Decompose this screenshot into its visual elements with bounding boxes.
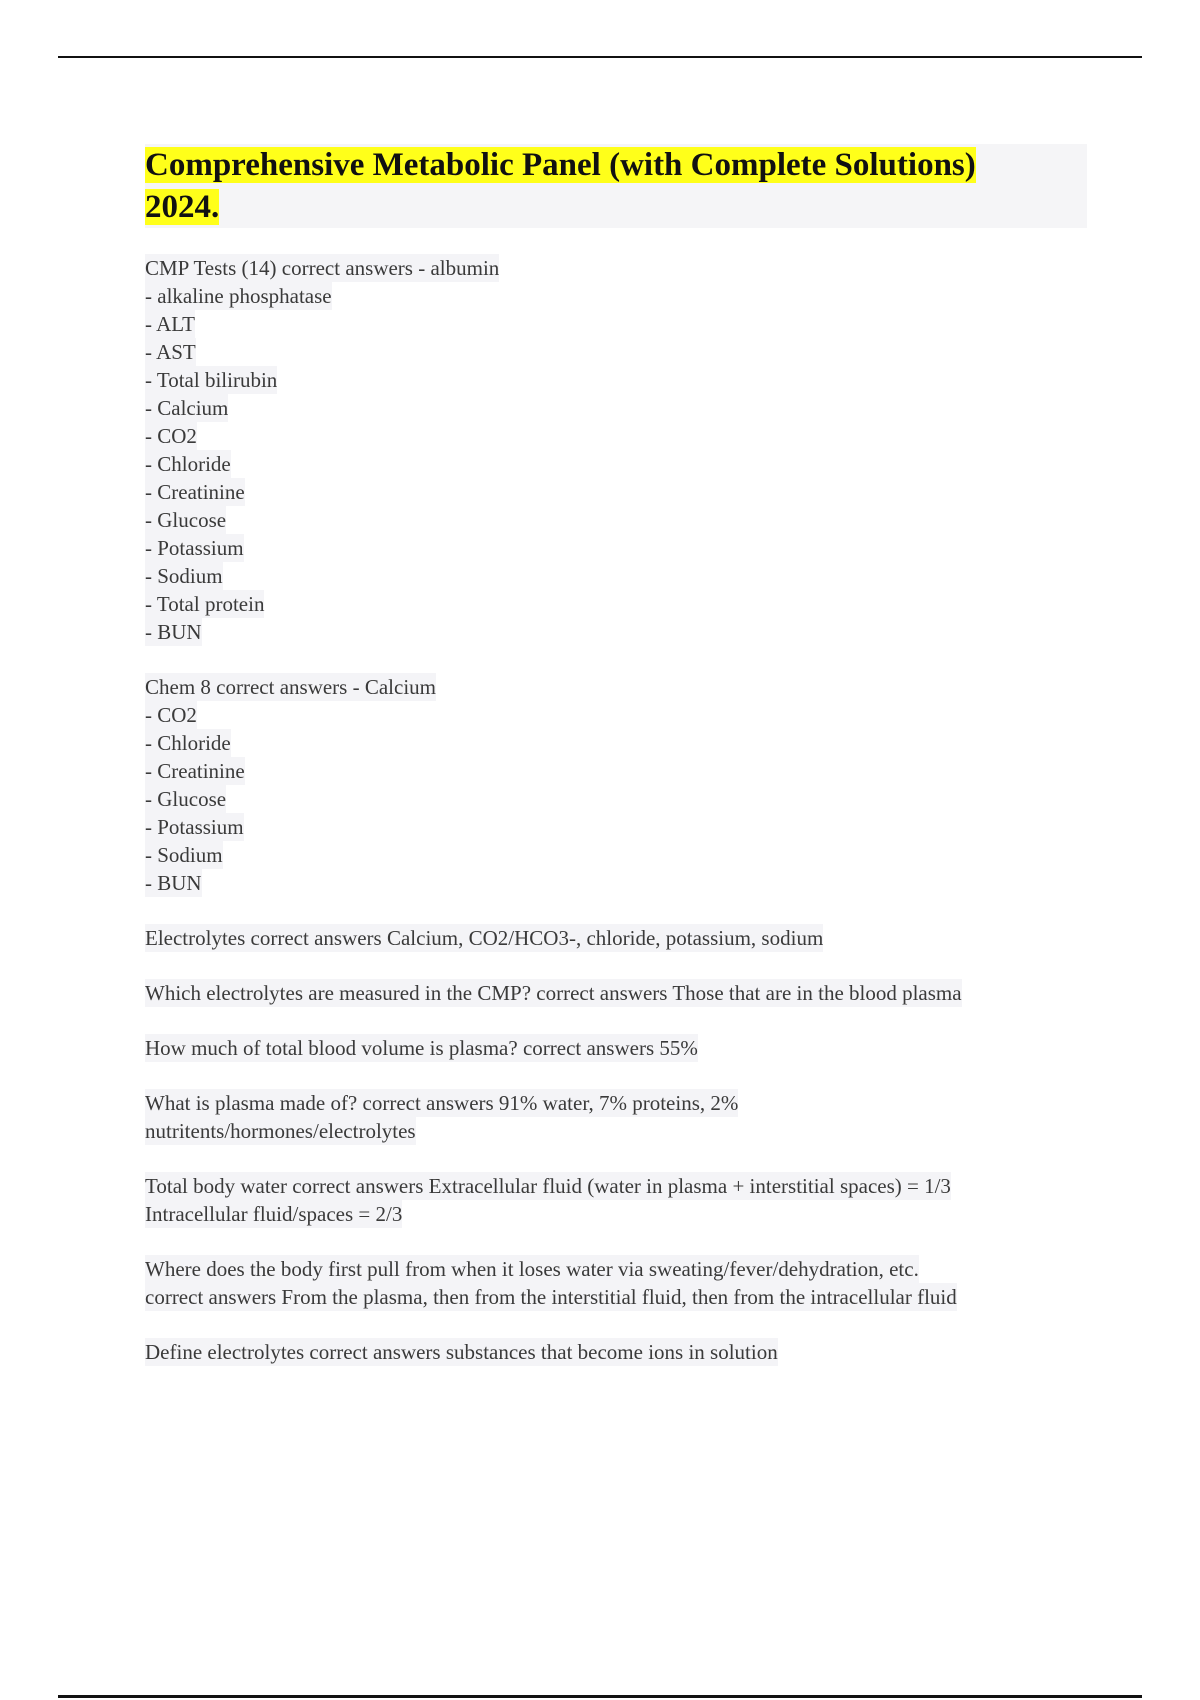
qa-item — [145, 1089, 1090, 1145]
qa-line: Intracellular fluid/spaces = 2/3 — [145, 1202, 403, 1226]
qa-line: - BUN — [145, 620, 202, 644]
qa-line: - Potassium — [145, 536, 244, 560]
qa-line: What is plasma made of? correct answers 91% water, 7% proteins, 2% — [145, 1091, 739, 1115]
qa-line: correct answers From the plasma, then from the interstitial fluid, then from the intracellular fluid — [145, 1285, 957, 1309]
header-rule — [58, 56, 1142, 58]
qa-item — [145, 254, 1090, 646]
title-line-1: Comprehensive Metabolic Panel (with Complete Solutions) — [145, 147, 976, 183]
qa-line: - Sodium — [145, 843, 223, 867]
qa-line: - alkaline phosphatase — [145, 284, 332, 308]
qa-item — [145, 1338, 1090, 1366]
qa-line: - Creatinine — [145, 480, 245, 504]
footer-rule — [58, 1695, 1142, 1698]
qa-line: Electrolytes correct answers Calcium, CO2/HCO3-, chloride, potassium, sodium — [145, 926, 824, 950]
qa-line: - Creatinine — [145, 759, 245, 783]
qa-line: - Calcium — [145, 396, 229, 420]
title-block — [145, 144, 1087, 228]
qa-line: - Potassium — [145, 815, 244, 839]
document-body — [145, 144, 1090, 1393]
qa-item — [145, 924, 1090, 952]
qa-line: - ALT — [145, 312, 195, 336]
qa-line: nutritents/hormones/electrolytes — [145, 1119, 416, 1143]
qa-line: Define electrolytes correct answers substances that become ions in solution — [145, 1340, 778, 1364]
qa-item — [145, 1255, 1090, 1311]
qa-line: - Glucose — [145, 787, 227, 811]
title-line-2: 2024. — [145, 189, 220, 225]
qa-line: - Chloride — [145, 731, 231, 755]
qa-line: How much of total blood volume is plasma? correct answers 55% — [145, 1036, 698, 1060]
qa-line: - CO2 — [145, 424, 197, 448]
qa-item — [145, 979, 1090, 1007]
qa-line: - Sodium — [145, 564, 223, 588]
qa-line: - CO2 — [145, 703, 197, 727]
qa-line: CMP Tests (14) correct answers - albumin — [145, 256, 500, 280]
qa-item — [145, 1034, 1090, 1062]
qa-item — [145, 1172, 1090, 1228]
qa-line: - Chloride — [145, 452, 231, 476]
qa-line: Chem 8 correct answers - Calcium — [145, 675, 436, 699]
qa-line: - AST — [145, 340, 196, 364]
qa-line: - BUN — [145, 871, 202, 895]
qa-line: - Glucose — [145, 508, 227, 532]
qa-list — [145, 254, 1090, 1366]
qa-line: Where does the body first pull from when it loses water via sweating/fever/dehydration, etc. — [145, 1257, 919, 1281]
qa-line: - Total protein — [145, 592, 265, 616]
qa-line: Total body water correct answers Extracellular fluid (water in plasma + interstitial spaces) = 1/3 — [145, 1174, 951, 1198]
qa-line: Which electrolytes are measured in the CMP? correct answers Those that are in the blood plasma — [145, 981, 962, 1005]
document-title — [145, 144, 1087, 228]
qa-line: - Total bilirubin — [145, 368, 278, 392]
qa-item — [145, 673, 1090, 897]
